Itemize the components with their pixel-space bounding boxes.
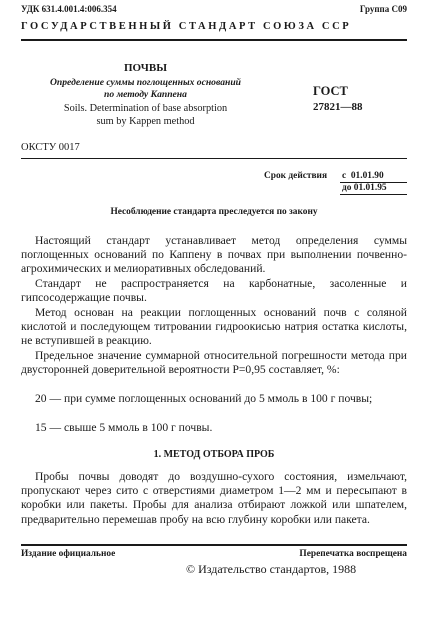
official-edition-label: Издание официальное: [21, 549, 116, 559]
method-paragraph: Метод основан на реакции поглощенных оснований почв с соляной кислотой и последующем титровании гидроокисью натрия остатка кислоты, не вступившей в реакцию.: [21, 306, 407, 348]
udk-code: УДК 631.4.001.4:006.354: [21, 4, 117, 14]
gost-label: ГОСТ: [313, 84, 348, 98]
legal-notice: Несоблюдение стандарта преследуется по закону: [110, 207, 318, 217]
title-block-rule: [21, 158, 407, 159]
okstu-code: ОКСТУ 0017: [21, 142, 80, 153]
validity-label: Срок действия: [264, 171, 328, 181]
reprint-notice: Перепечатка воспрещена: [299, 549, 407, 559]
error-paragraph: Предельное значение суммарной относительной погрешности метода при двусторонней доверительной вероятности P=0,95 составляет, %:: [21, 349, 407, 377]
validity-from: с 01.01.90: [342, 171, 384, 181]
copyright-line: © Издательство стандартов, 1988: [186, 562, 357, 576]
group-code: Группа С09: [359, 4, 407, 14]
document-title: ПОЧВЫ: [123, 62, 168, 74]
section-paragraph: Пробы почвы доводят до воздушно-сухого состояния, измельчают, пропускают через сито с отверстиями диаметром 1—2 мм и пересыпают в коробки или пакеты. Пробы для анализа отбирают ложкой или шпателем, предварительно перемешав пробу на всю глубину коробки или пакета.: [21, 470, 407, 526]
subtitle-ru: [21, 77, 270, 100]
subtitle-ru-line2: по методу Каппена: [104, 88, 187, 100]
subtitle-ru-line1: Определение суммы поглощенных оснований: [50, 77, 241, 88]
error-item-1: 20 — при сумме поглощенных оснований до 5 ммоль в 100 г почвы;: [35, 392, 373, 405]
section-heading: 1. МЕТОД ОТБОРА ПРОБ: [153, 449, 275, 460]
subtitle-en: [21, 103, 270, 128]
intro-paragraph: Настоящий стандарт устанавливает метод определения суммы поглощенных оснований по Каппену в почвах при выполнении почвенно-агрохимических и мелиоративных обследований.: [21, 234, 407, 276]
subtitle-en-line2: sum by Kappen method: [96, 115, 195, 127]
header-rule: [21, 39, 407, 41]
subtitle-en-line1: Soils. Determination of base absorption: [63, 103, 228, 114]
gost-number: 27821—88: [313, 101, 363, 113]
validity-rule-2: [340, 194, 407, 195]
validity-to: до 01.01.95: [342, 183, 387, 193]
scope-paragraph: Стандарт не распространяется на карбонатные, засоленные и гипсосодержащие почвы.: [21, 277, 407, 305]
standard-banner: ГОСУДАРСТВЕННЫЙ СТАНДАРТ СОЮЗА ССР: [21, 21, 352, 32]
footer-rule: [21, 544, 407, 546]
error-item-2: 15 — свыше 5 ммоль в 100 г почвы.: [35, 421, 213, 434]
